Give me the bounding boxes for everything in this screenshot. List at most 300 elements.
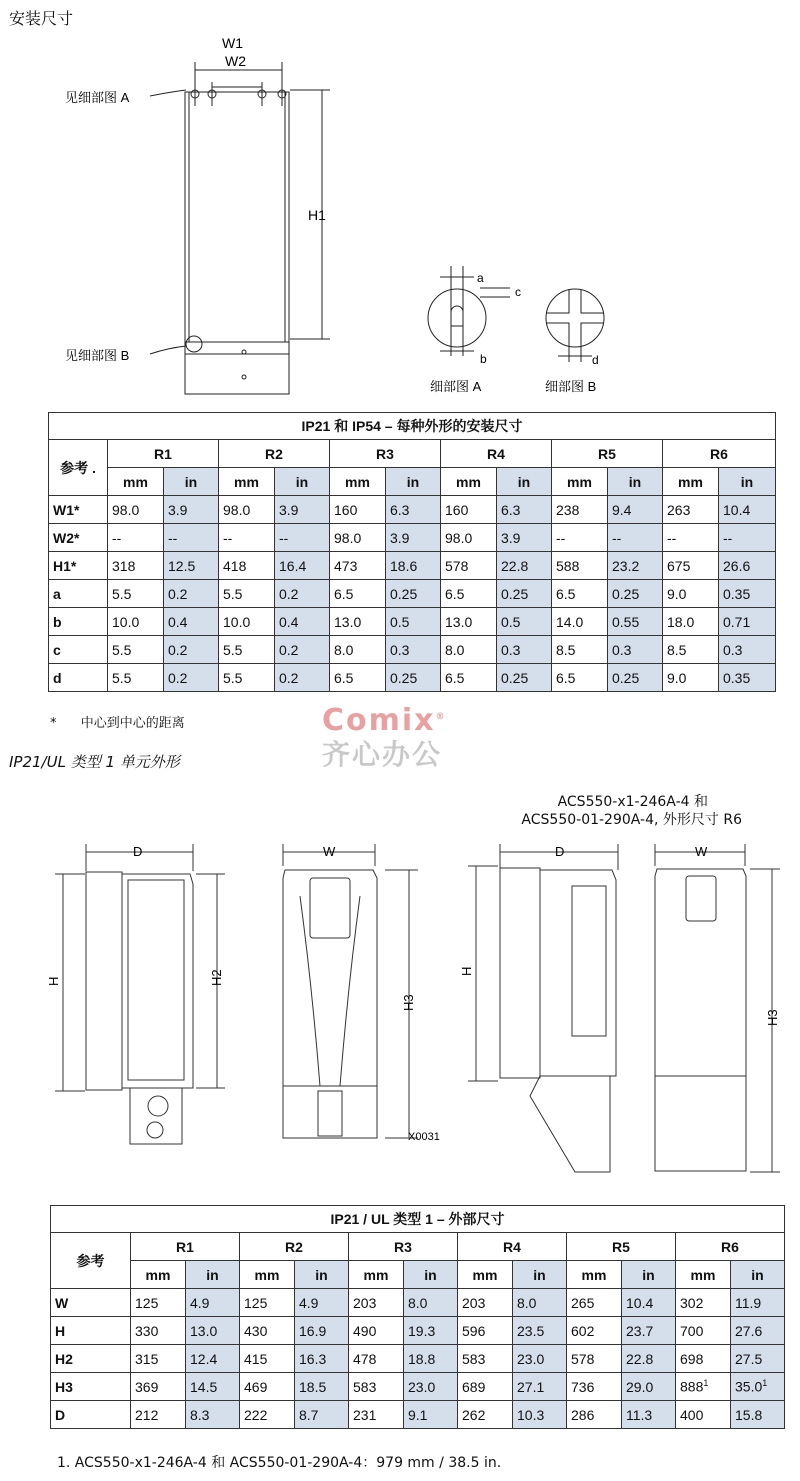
cell-in (186, 1289, 240, 1317)
cell-value: 8.5 (556, 641, 576, 658)
detail-b-pointer: 见细部图 B (65, 348, 130, 363)
cell-value: 736 (571, 1378, 595, 1395)
cell-mm (552, 496, 608, 524)
cell-value: 6.5 (556, 669, 576, 686)
cell-value: 9.0 (667, 669, 687, 686)
cell-value: 18.5 (299, 1378, 327, 1395)
cell-in (186, 1317, 240, 1345)
cell-value: 6.3 (501, 501, 521, 518)
footnote-ref: 1 (762, 1378, 768, 1389)
cell-value: 11.3 (626, 1406, 653, 1423)
cell-mm (663, 636, 719, 664)
cell-value: 330 (135, 1322, 159, 1339)
cell-in (497, 524, 552, 552)
cell-in (295, 1373, 349, 1401)
cell-value: 0.2 (168, 669, 188, 686)
cell-value: 490 (353, 1322, 377, 1339)
cell-in (731, 1401, 785, 1429)
cell-value: 125 (135, 1294, 159, 1311)
cell-value: 15.8 (735, 1406, 763, 1423)
cell-value: 238 (556, 501, 580, 518)
frame-header: R2 (219, 440, 330, 468)
cell-in (497, 664, 552, 692)
cell-value: 6.5 (334, 669, 354, 686)
cell-mm (458, 1345, 513, 1373)
unit-mm: mm (219, 468, 275, 496)
cell-value: 0.3 (390, 641, 410, 658)
unit-in: in (295, 1261, 349, 1289)
cell-value: 369 (135, 1378, 159, 1395)
cell-value: 8.0 (408, 1294, 428, 1311)
dim-h3-label: H3 (401, 994, 416, 1011)
cell-mm (676, 1401, 731, 1429)
cell-value: 9.4 (612, 501, 632, 518)
cell-value: 0.25 (501, 669, 529, 686)
table-row (51, 1317, 785, 1345)
cell-in (164, 552, 219, 580)
cell-in (404, 1345, 458, 1373)
cell-value: 5.5 (223, 585, 243, 602)
cell-value: 10.0 (112, 613, 140, 630)
cell-value: 0.4 (279, 613, 299, 630)
cell-mm (676, 1317, 731, 1345)
cell-in (295, 1401, 349, 1429)
cell-in (186, 1373, 240, 1401)
cell-value: -- (612, 529, 622, 546)
cell-in (608, 524, 663, 552)
cell-mm (663, 580, 719, 608)
cell-in (622, 1401, 676, 1429)
cell-value: -- (168, 529, 178, 546)
cell-in (513, 1345, 567, 1373)
frame-header: R3 (349, 1233, 458, 1261)
cell-mm (240, 1401, 295, 1429)
cell-value: 5.5 (112, 585, 132, 602)
cell-mm (131, 1345, 186, 1373)
cell-value: 5.5 (223, 641, 243, 658)
cell-mm (441, 524, 497, 552)
cell-value: 596 (462, 1322, 486, 1339)
cell-value: 0.5 (390, 613, 410, 630)
cell-mm (240, 1373, 295, 1401)
cell-mm (676, 1373, 731, 1401)
cell-in (731, 1345, 785, 1373)
cell-value: 23.0 (408, 1378, 436, 1395)
r6-caption-line2: ACS550-01-290A-4, 外形尺寸 R6 (521, 812, 742, 828)
cell-value: 13.0 (445, 613, 473, 630)
cell-in (608, 636, 663, 664)
cell-value: 98.0 (223, 501, 251, 518)
cell-value: 0.55 (612, 613, 640, 630)
cell-in (622, 1317, 676, 1345)
table1-caption: IP21 和 IP54 – 每种外形的安装尺寸 (49, 413, 776, 440)
cell-mm (349, 1289, 404, 1317)
cell-value: 10.3 (517, 1406, 545, 1423)
dim-w-r6-label: W (695, 844, 708, 859)
cell-in (275, 664, 330, 692)
cell-in (386, 664, 441, 692)
cell-value: 13.0 (334, 613, 362, 630)
cell-value: 160 (445, 501, 469, 518)
section2-title: IP21/UL 类型 1 单元外形 (9, 753, 180, 771)
outline-drawing (0, 836, 800, 1196)
cell-in (513, 1317, 567, 1345)
cell-value: 3.9 (501, 529, 521, 546)
cell-value: 5.5 (223, 669, 243, 686)
cell-value: 473 (334, 557, 358, 574)
cell-in (719, 636, 776, 664)
cell-value: 302 (680, 1294, 704, 1311)
table1-unit-row (49, 468, 776, 496)
cell-in (404, 1317, 458, 1345)
cell-value: 0.35 (723, 669, 751, 686)
cell-in (275, 636, 330, 664)
cell-mm (441, 496, 497, 524)
cell-value: 16.3 (299, 1350, 327, 1367)
cell-in (164, 608, 219, 636)
row-ref: W (51, 1289, 131, 1317)
cell-in (164, 636, 219, 664)
cell-value: 35.0 (735, 1378, 763, 1395)
cell-value: 5.5 (112, 641, 132, 658)
unit-mm: mm (552, 468, 608, 496)
cell-in (497, 636, 552, 664)
cell-mm (552, 552, 608, 580)
table-row (49, 664, 776, 692)
cell-in (513, 1401, 567, 1429)
unit-mm: mm (330, 468, 386, 496)
cell-mm (458, 1289, 513, 1317)
cell-mm (108, 580, 164, 608)
unit-in: in (497, 468, 552, 496)
cell-in (275, 608, 330, 636)
cell-mm (441, 664, 497, 692)
unit-in: in (275, 468, 330, 496)
unit-mm: mm (108, 468, 164, 496)
cell-mm (676, 1289, 731, 1317)
cell-mm (567, 1317, 622, 1345)
detail-a-pointer: 见细部图 A (65, 90, 130, 105)
cell-value: 888 (680, 1378, 704, 1395)
dim-h3-r6-label: H3 (765, 1009, 780, 1026)
table-row (49, 552, 776, 580)
table-row (51, 1401, 785, 1429)
table-row (49, 580, 776, 608)
cell-value: 8.0 (517, 1294, 537, 1311)
outer-dimensions-table (50, 1205, 785, 1429)
cell-value: 10.4 (723, 501, 751, 518)
cell-mm (219, 496, 275, 524)
cell-value: -- (556, 529, 566, 546)
cell-in (497, 496, 552, 524)
r6-caption-line1: ACS550-x1-246A-4 和 (557, 794, 708, 810)
cell-value: 0.4 (168, 613, 188, 630)
dim-d-label: D (133, 844, 143, 859)
brand-tagline: 齐心办公 (322, 738, 443, 771)
cell-value: -- (279, 529, 289, 546)
cell-value: 8.0 (445, 641, 465, 658)
cell-value: 98.0 (334, 529, 362, 546)
cell-value: 23.5 (517, 1322, 545, 1339)
cell-mm (240, 1289, 295, 1317)
cell-mm (441, 608, 497, 636)
cell-in (719, 524, 776, 552)
cell-in (386, 496, 441, 524)
cell-value: 23.0 (517, 1350, 545, 1367)
cell-in (497, 580, 552, 608)
frame-header: R5 (567, 1233, 676, 1261)
row-ref: W2* (49, 524, 108, 552)
cell-in (622, 1289, 676, 1317)
cell-value: -- (223, 529, 233, 546)
unit-in: in (608, 468, 663, 496)
cell-value: 98.0 (445, 529, 473, 546)
drawing-code: X0031 (408, 1131, 440, 1143)
cell-in (386, 524, 441, 552)
frame-header: R6 (676, 1233, 785, 1261)
cell-in (719, 580, 776, 608)
cell-mm (330, 552, 386, 580)
cell-mm (330, 636, 386, 664)
cell-value: 10.4 (626, 1294, 654, 1311)
unit-mm: mm (349, 1261, 404, 1289)
cell-in (275, 524, 330, 552)
footnote-mark: * (50, 716, 57, 731)
table-row (49, 636, 776, 664)
cell-mm (567, 1373, 622, 1401)
cell-in (186, 1401, 240, 1429)
cell-value: 0.3 (501, 641, 521, 658)
cell-mm (567, 1401, 622, 1429)
cell-value: 3.9 (279, 501, 299, 518)
cell-value: -- (667, 529, 677, 546)
cell-in (719, 664, 776, 692)
frame-header: R6 (663, 440, 776, 468)
cell-mm (458, 1317, 513, 1345)
cell-value: 18.6 (390, 557, 418, 574)
cell-in (275, 552, 330, 580)
footnote-text: 中心到中心的距离 (80, 716, 185, 731)
cell-mm (349, 1345, 404, 1373)
cell-in (164, 524, 219, 552)
cell-mm (663, 608, 719, 636)
cell-mm (663, 524, 719, 552)
cell-value: 286 (571, 1406, 595, 1423)
cell-value: 23.7 (626, 1322, 654, 1339)
cell-in (497, 608, 552, 636)
dim-h-r6-label: H (459, 966, 474, 976)
cell-mm (108, 552, 164, 580)
row-ref: W1* (49, 496, 108, 524)
r6-caption (470, 793, 770, 829)
cell-value: 14.5 (190, 1378, 218, 1395)
cell-value: 700 (680, 1322, 704, 1339)
cell-value: 588 (556, 557, 580, 574)
cell-in (386, 636, 441, 664)
cell-mm (219, 580, 275, 608)
cell-value: 19.3 (408, 1322, 436, 1339)
footnote-ref: 1 (703, 1378, 709, 1389)
cell-mm (108, 608, 164, 636)
row-ref: H (51, 1317, 131, 1345)
cell-mm (131, 1373, 186, 1401)
cell-mm (441, 636, 497, 664)
cell-value: 0.2 (279, 669, 299, 686)
frame-header: R4 (441, 440, 552, 468)
row-ref: d (49, 664, 108, 692)
cell-value: 583 (353, 1378, 377, 1395)
reg-mark: ® (435, 712, 447, 722)
cell-value: 318 (112, 557, 136, 574)
mounting-drawing (0, 26, 800, 406)
cell-in (275, 496, 330, 524)
table1-ref-header: 参考 . (49, 440, 108, 496)
row-ref: c (49, 636, 108, 664)
cell-mm (458, 1373, 513, 1401)
table2-caption: IP21 / UL 类型 1 – 外部尺寸 (51, 1206, 785, 1233)
cell-mm (330, 496, 386, 524)
cell-value: 0.71 (723, 613, 751, 630)
cell-value: 0.2 (279, 585, 299, 602)
row-ref: a (49, 580, 108, 608)
cell-in (295, 1345, 349, 1373)
cell-value: 415 (244, 1350, 268, 1367)
cell-mm (240, 1317, 295, 1345)
frame-header: R1 (108, 440, 219, 468)
unit-in: in (186, 1261, 240, 1289)
cell-in (275, 580, 330, 608)
cell-mm (663, 496, 719, 524)
cell-mm (131, 1289, 186, 1317)
cell-mm (330, 608, 386, 636)
detail-b-caption: 细部图 B (545, 379, 597, 394)
cell-mm (330, 524, 386, 552)
cell-in (497, 552, 552, 580)
table-row (49, 524, 776, 552)
cell-value: 689 (462, 1378, 486, 1395)
dim-h2-label: H2 (209, 969, 224, 986)
cell-in (731, 1373, 785, 1401)
cell-value: 0.2 (168, 641, 188, 658)
cell-mm (219, 636, 275, 664)
cell-value: 9.1 (408, 1406, 428, 1423)
cell-value: 212 (135, 1406, 159, 1423)
cell-value: 18.8 (408, 1350, 436, 1367)
cell-mm (108, 524, 164, 552)
cell-value: 0.2 (168, 585, 188, 602)
cell-value: 4.9 (299, 1294, 319, 1311)
table2-unit-row (51, 1261, 785, 1289)
unit-mm: mm (458, 1261, 513, 1289)
cell-in (186, 1345, 240, 1373)
cell-mm (219, 664, 275, 692)
label-d: d (592, 353, 599, 367)
unit-in: in (513, 1261, 567, 1289)
cell-value: 8.7 (299, 1406, 319, 1423)
cell-in (608, 496, 663, 524)
cell-value: 6.5 (445, 585, 465, 602)
cell-value: 418 (223, 557, 247, 574)
cell-value: 578 (445, 557, 469, 574)
cell-mm (108, 636, 164, 664)
cell-value: 698 (680, 1350, 704, 1367)
cell-value: 23.2 (612, 557, 640, 574)
cell-in (404, 1401, 458, 1429)
cell-value: 16.4 (279, 557, 307, 574)
label-a: a (477, 271, 484, 285)
cell-value: 12.4 (190, 1350, 218, 1367)
unit-in: in (622, 1261, 676, 1289)
cell-value: 27.6 (735, 1322, 763, 1339)
cell-value: 22.8 (626, 1350, 654, 1367)
cell-value: -- (112, 529, 122, 546)
cell-value: 27.1 (517, 1378, 545, 1395)
label-b: b (480, 352, 487, 366)
unit-mm: mm (240, 1261, 295, 1289)
unit-in: in (404, 1261, 458, 1289)
cell-value: 13.0 (190, 1322, 218, 1339)
cell-value: 0.3 (723, 641, 743, 658)
cell-in (295, 1289, 349, 1317)
unit-mm: mm (567, 1261, 622, 1289)
table-row (51, 1289, 785, 1317)
cell-mm (552, 664, 608, 692)
cell-value: 18.0 (667, 613, 695, 630)
dim-h-label: H (46, 976, 61, 986)
cell-in (513, 1373, 567, 1401)
cell-in (731, 1317, 785, 1345)
cell-mm (108, 496, 164, 524)
row-ref: D (51, 1401, 131, 1429)
cell-value: 8.3 (190, 1406, 210, 1423)
table1-footnote (50, 712, 185, 731)
cell-mm (663, 552, 719, 580)
dim-h1-label: H1 (308, 207, 326, 223)
cell-in (164, 496, 219, 524)
table-row (49, 496, 776, 524)
cell-value: 22.8 (501, 557, 529, 574)
cell-value: 0.25 (612, 669, 640, 686)
cell-value: 0.5 (501, 613, 521, 630)
cell-value: 6.5 (445, 669, 465, 686)
cell-value: 222 (244, 1406, 268, 1423)
cell-value: 98.0 (112, 501, 140, 518)
unit-mm: mm (663, 468, 719, 496)
mounting-dimensions-table (48, 412, 776, 692)
cell-mm (552, 580, 608, 608)
cell-value: 203 (353, 1294, 377, 1311)
cell-mm (349, 1317, 404, 1345)
cell-value: 0.25 (390, 669, 418, 686)
cell-value: 263 (667, 501, 691, 518)
cell-in (622, 1373, 676, 1401)
page-title: 安装尺寸 (9, 9, 74, 28)
cell-value: 8.0 (334, 641, 354, 658)
cell-value: 6.5 (556, 585, 576, 602)
cell-value: 3.9 (390, 529, 410, 546)
cell-in (608, 664, 663, 692)
cell-mm (349, 1373, 404, 1401)
dim-w1-label: W1 (222, 35, 243, 51)
row-ref: b (49, 608, 108, 636)
cell-mm (330, 580, 386, 608)
cell-mm (552, 524, 608, 552)
cell-value: 29.0 (626, 1378, 654, 1395)
frame-header: R3 (330, 440, 441, 468)
cell-value: 262 (462, 1406, 486, 1423)
cell-mm (108, 664, 164, 692)
cell-in (608, 580, 663, 608)
